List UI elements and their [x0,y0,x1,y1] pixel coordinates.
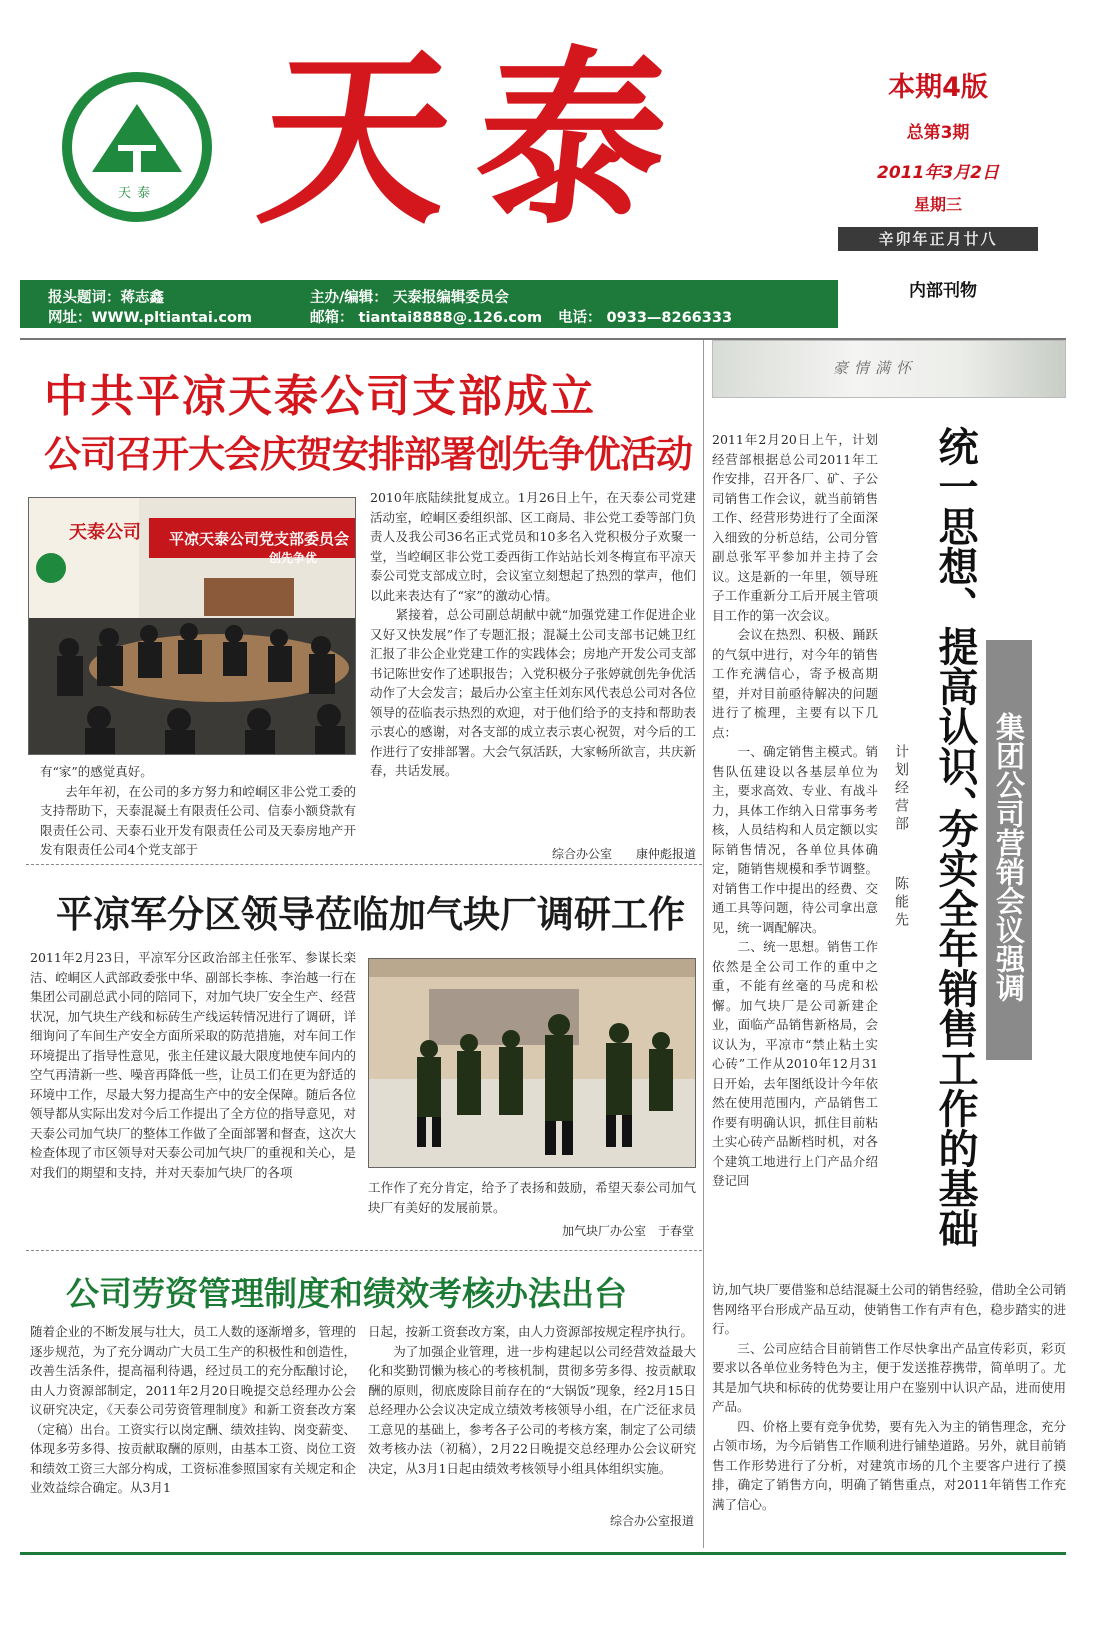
visit-photo-scene [369,959,696,1168]
article2-body-right: 工作作了充分肯定，给予了表扬和鼓励，希望天泰公司加气块厂有美好的发展前景。 [368,1180,696,1215]
author-name: 陈能先 [893,876,909,930]
sidebar-banner [712,340,1066,398]
internal-label: 内部刊物 [909,281,977,301]
article1-title: 中共平凉天泰公司支部成立 [44,371,596,422]
article3-body-left: 随着企业的不断发展与壮大，员工人数的逐渐增多，管理的逐步规范，为了充分调动广大员工生产的积极性和创造性，改善生活条件，提高福利待遇，经过员工的充分酝酿讨论，由人力资源部制定，2011年2月20日晚提交总经理办公会议研究决定，《天泰公司劳资管理制度》和新工资套改方案（定稿）出台。工资实行以岗定酬、绩效挂钩、岗变薪变、体现多劳多得、按贡献取酬的原则，由基本工资、岗位工资和绩效工资三大部分构成，工资标准参照国家有关规定和企业效益综合确定。从3月1 [30,1324,356,1495]
footer-rule [20,1552,1066,1555]
article3-body-right: 日起，按新工资套改方案，由人力资源部按规定程序执行。 为了加强企业管理，进一步构建起以公司经营效益最大化和奖勤罚懒为核心的考核机制，贯彻多劳多得、按贡献取酬的原则，彻底废除目前存在的“大锅饭”现象，经2月15日总经理办公会议决定成立绩效考核领导小组，在广泛征求员工意见的基础上，参考各子公司的考核方案，制定了公司绩效考核办法（初稿），2月22日晚提交总经理办公会议研究决定，从3月1日起由绩效考核领导小组具体组织实施。 [368,1324,696,1476]
company-logo [62,72,212,222]
meeting-photo-scene [29,498,356,755]
article2-body-left: 2011年2月23日，平凉军分区政治部主任张军、参谋长栾洁、崆峒区人武部政委张中华、副部长李栋、李治越一行在集团公司副总武小同的陪同下，对加气块厂安全生产、经营状况，加气块生产线和标砖生产线运转情况进行了调研，详细询问了车间生产安全方面所采取的防范措施，对车间工作环境提出了指导性意见，张主任建议最大限度地使车间内的空气再清新一些、噪音再降低一些，让员工们在更为舒适的环境中工作，尽最大努力提高生产中的安全保障。随后各位领导都从实际出发对今后工作提出了全方位的指导意见，对天泰公司加气块厂的整体工作做了全面部署和督查，这次大检查体现了市区领导对天泰公司加气块厂的重视和关心，是对我们的期望和支持，并对天泰加气块厂的各项 [30,950,356,1180]
sidebar-banner-text: 豪情满怀 [833,359,918,377]
sidebar-title-col2: 夯实全年销售工作的基础 [932,808,978,1248]
phone-number: 电话： 0933—8266333 [558,310,733,326]
article3-title: 公司劳资管理制度和绩效考核办法出台 [66,1274,627,1313]
photo-banner-text-2: 创先争优 [269,551,318,565]
photo-banner-text: 平凉天泰公司党支部委员会 [169,530,350,548]
logo-text: 天泰 [117,186,156,201]
issue-info-box [838,35,1068,257]
sidebar-title-col1: 统一思想、提高认识、 [932,426,978,826]
article2-title: 平凉军分区领导莅临加气块厂调研工作 [56,893,685,936]
email-link[interactable]: 邮箱： tiantai8888@.126.com [310,310,543,326]
total-issue: 总第3期 [906,123,970,143]
article1-body-left: 有“家”的感觉真好。 去年年初，在公司的多方努力和崆峒区非公党工委的支持帮助下，天泰混凝土有限责任公司、信泰小额贷款有限责任公司、天泰石业开发有限责任公司及天泰房地产开发有限责任公司4个党支部于 [40,764,356,857]
article1-subtitle: 公司召开大会庆贺安排部署创先争优活动 [44,433,692,476]
article2-byline: 加气块厂办公室 于春堂 [561,1224,694,1238]
photo-wall-text: 天泰公司 [69,522,141,543]
website-link[interactable]: 网址：WWW.pltiantai.com [48,310,253,326]
lunar-date: 辛卯年正月廿八 [838,227,1038,251]
masthead-info-bar [20,280,838,328]
column-divider [703,340,704,1548]
article1-byline: 综合办公室 康仲彪报道 [551,847,696,861]
edition-count: 本期4版 [888,72,988,103]
sidebar-subtitle: 集团公司营销会议强调 [986,640,1032,1060]
newspaper-brand-title: 天泰 [250,29,706,250]
issue-date: 2011年3月2日 [877,163,999,183]
meeting-photo [28,497,356,755]
issue-weekday: 星期三 [913,195,962,214]
article1-body-right: 2010年底陆续批复成立。1月26日上午，在天泰公司党建活动室，崆峒区委组织部、区工商局、非公党工委等部门负责人及我公司36名正式党员和10多名入党积极分子欢聚一堂，当崆峒区非公党工委西街工作站站长刘冬梅宣布平凉天泰公司党支部成立时，会议室立刻想起了热烈的掌声，他们以此来表达有了“家”的激动心情。 紧接着，总公司副总胡献中就“加强党建工作促进企业又好又快发展”作了专题汇报；混凝土公司支部书记姚卫红汇报了非公企业党建工作的实践体会；房地产开发公司支部书记陈世安作了述职报告；入党积极分子张婷就创先争优活动作了大会发言；最后办公室主任刘东风代表总公司对各位领导的莅临表示热烈的欢迎，对于他们给予的支持和帮助表示衷心的感谢，对各支部的成立表示衷心祝贺，对今后的工作进行了安排部署。大会气氛活跃，大家畅所欲言，共庆新春，共话发展。 [370,490,696,778]
article3-byline: 综合办公室报道 [609,1514,694,1528]
divider [26,1250,702,1251]
calligraphy-credit: 报头题词：蒋志鑫 [48,290,164,306]
author-department: 计划经营部 [893,744,909,834]
sponsor-editor: 主办/编辑： 天泰报编辑委员会 [310,290,509,306]
sidebar-body-narrow: 2011年2月20日上午，计划经营部根据总公司2011年工作安排，召开各厂、矿、子公司销售工作会议，就当前销售工作、经营形势进行了全面深入细致的分析总结，公司分管副总张军平参加并主持了会议。这是新的一年里，领导班子工作重新分工后开展主管项目工作的第一次会议。 会议在热烈、积极、踊跃的气氛中进行，对今年的销售工作充满信心，寄予极高期望，并对目前亟待解决的问题进行了梳理，主要有以下几点： 一、确定销售主模式。销售队伍建设以各基层单位为主，要求高效、专业、有战斗力，具体工作纳入日常事务考核，人员结构和人员定额以实际销售情况，各单位具体确定，随销售规模和季节调整。对销售工作中提出的经费、交通工具等问题，待公司拿出意见，统一调配解决。 二、统一思想。销售工作依然是全公司工作的重中之重，不能有丝毫的马虎和松懈。加气块厂是公司新建企业，面临产品销售新格局，会议认为，平凉市“禁止粘土实心砖”工作从2010年12月31日开始，去年图纸设计今年依然在使用范围内，产品销售工作要有明确认识，抓住目前粘土实心砖产品断档时机，对各个建筑工地进行上门产品介绍登记回 [712,432,878,1188]
sidebar-body-wide: 访,加气块厂要借鉴和总结混凝土公司的销售经验，借助全公司销售网络平台形成产品互动，使销售工作有声有色，稳步踏实的进行。 三、公司应结合目前销售工作尽快拿出产品宣传彩页，彩页要求以各单位业务特色为主，便于发送推荐携带，简单明了。尤其是加气块和标砖的优势要让用户在鉴别中认识产品，进而使用产品。 四、价格上要有竞争优势，要有先入为主的销售理念，充分占领市场，为今后销售工作顺利进行铺垫道路。另外，就目前销售工作形势进行了分析，对建筑市场的几个主要客户进行了摸排，确定了销售方向，明确了销售重点，对2011年销售工作充满了信心。 [712,1282,1066,1512]
divider [26,864,702,865]
visit-photo [368,958,696,1168]
